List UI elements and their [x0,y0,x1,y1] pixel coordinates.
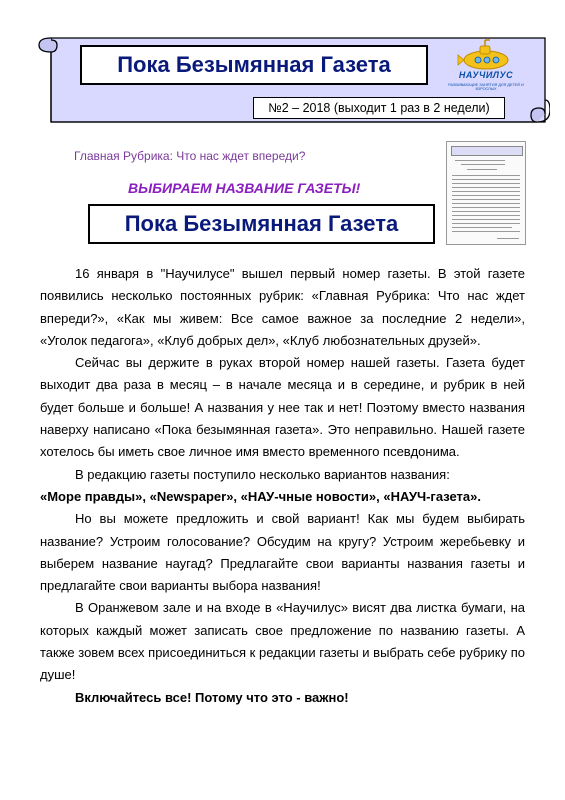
previous-issue-thumbnail [446,141,526,245]
paragraph: В Оранжевом зале и на входе в «Научилус» висят два листка бумаги, на которых каждый может записать свое предложение по названию газеты. А также зовем всех присоединиться к редакции газеты и выбрать себе рубрику по душе! [40,600,525,683]
submarine-icon [446,38,526,72]
paragraph: 16 января в "Научилусе" вышел первый номер газеты. В этой газете появились несколько постоянных рубрик: «Главная Рубрика: Что нас ждет впереди?», «Как мы живем: Все самое важное за последние 2 недели», «Уголок педагога», «Клуб добрых дел», «Клуб любознательных друзей». [40,266,525,348]
logo-tagline: РАЗВИВАЮЩИЕ ЗАНЯТИЯ ДЛЯ ДЕТЕЙ И ВЗРОСЛЫХ [448,83,524,91]
paragraph: Сейчас вы держите в руках второй номер нашей газеты. Газета будет выходит два раза в месяц – в начале месяца и в середине, и рубрик в ней будет больше и больше! А названия у нее так и нет! Поэтому вместо названия наверху написано «Пока безымянная газета». Это неправильно. Нашей газете хотелось бы иметь свое личное имя вместо временного псевдонима. [40,355,525,460]
logo-name: НАУЧИЛУС [458,70,514,80]
issue-info-box [253,97,505,119]
newspaper-title-large-box [88,204,435,244]
article-headline: ВЫБИРАЕМ НАЗВАНИЕ ГАЗЕТЫ! [128,180,361,196]
newspaper-title: Пока Безымянная Газета [117,52,391,77]
newspaper-title-large: Пока Безымянная Газета [124,211,399,236]
newspaper-title-box [80,45,428,85]
issue-info: №2 – 2018 (выходит 1 раз в 2 недели) [268,101,490,115]
closing-call: Включайтесь все! Потому что это - важно! [75,689,349,705]
paragraph: В редакцию газеты поступило несколько вариантов названия: [75,466,450,482]
article-body [40,263,525,709]
logo [446,38,526,94]
paragraph: Но вы можете предложить и свой вариант! Как мы будем выбирать название? Устроим голосование? Обсудим на кругу? Устроим жеребьевку и выберем название наугад? Предлагайте свои варианты названия газеты и предлагайте свои варианты выбора названия! [40,511,525,594]
rubric-label: Главная Рубрика: Что нас ждет впереди? [74,149,306,163]
paragraph-name-options: «Море правды», «Newspaper», «НАУ-чные новости», «НАУЧ-газета». [40,488,481,504]
